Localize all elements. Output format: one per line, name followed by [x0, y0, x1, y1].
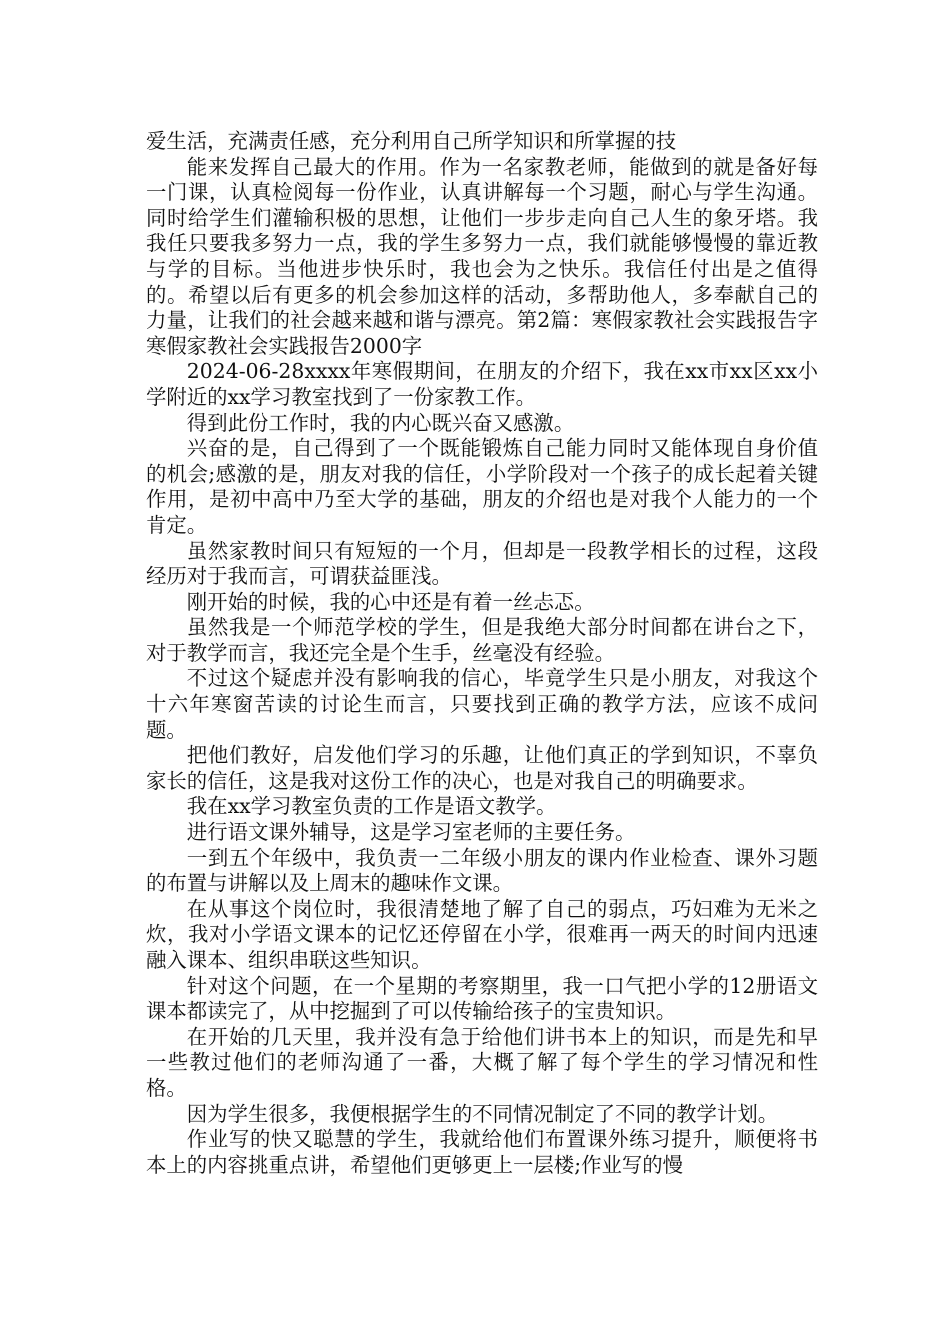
- paragraph: 作业写的快又聪慧的学生，我就给他们布置课外练习提升，顺便将书本上的内容挑重点讲，希望他们更够更上一层楼;作业写的慢: [146, 1127, 818, 1177]
- paragraph: 得到此份工作时，我的内心既兴奋又感激。: [186, 410, 575, 435]
- paragraph: 不过这个疑虑并没有影响我的信心，毕竟学生只是小朋友，对我这个十六年寒窗苦读的讨论生而言，只要找到正确的教学方法，应该不成问题。: [146, 666, 818, 742]
- paragraph: 虽然家教时间只有短短的一个月，但却是一段教学相长的过程，这段经历对于我而言，可谓获益匪浅。: [146, 538, 818, 589]
- paragraph: 在从事这个岗位时，我很清楚地了解了自己的弱点，巧妇难为无米之炊，我对小学语文课本的记忆还停留在小学，很难再一两天的时间内迅速融入课本、组织串联这些知识。: [146, 896, 818, 972]
- paragraph: 针对这个问题，在一个星期的考察期里，我一口气把小学的12册语文课本都读完了，从中挖掘到了可以传输给孩子的宝贵知识。: [146, 973, 818, 1024]
- paragraph: 进行语文课外辅导，这是学习室老师的主要任务。: [186, 820, 636, 845]
- paragraph: 兴奋的是，自己得到了一个既能锻炼自己能力同时又能体现自身价值的机会;感激的是，朋友对我的信任，小学阶段对一个孩子的成长起着关键作用，是初中高中乃至大学的基础，朋友的介绍也是对我个人能力的一个肯定。: [146, 436, 818, 537]
- paragraph: 能来发挥自己最大的作用。作为一名家教老师，能做到的就是备好每一门课，认真检阅每一份作业，认真讲解每一个习题，耐心与学生沟通。同时给学生们灌输积极的思想，让他们一步步走向自己人生的象牙塔。我我任只要我多努力一点，我的学生多努力一点，我们就能够慢慢的靠近教与学的目标。当他进步快乐时，我也会为之快乐。我信任付出是之值得的。希望以后有更多的机会参加这样的活动，多帮助他人，多奉献自己的力量，让我们的社会越来越和谐与漂亮。第2篇：寒假家教社会实践报告字寒假家教社会实践报告2000字: [146, 154, 818, 358]
- paragraph: 爱生活，充满责任感，充分利用自己所学知识和所掌握的技: [146, 129, 677, 153]
- paragraph: 把他们教好，启发他们学习的乐趣，让他们真正的学到知识，不辜负家长的信任，这是我对这份工作的决心，也是对我自己的明确要求。: [146, 743, 818, 793]
- paragraph: 在开始的几天里，我并没有急于给他们讲书本上的知识，而是先和早一些教过他们的老师沟通了一番，大概了解了每个学生的学习情况和性格。: [146, 1024, 818, 1100]
- paragraph: 2024-06-28xxxx年寒假期间，在朋友的介绍下，我在xx市xx区xx小学附近的xx学习教室找到了一份家教工作。: [146, 359, 818, 409]
- paragraph: 一到五个年级中，我负责一二年级小朋友的课内作业检查、课外习题的布置与讲解以及上周末的趣味作文课。: [146, 845, 818, 896]
- paragraph: 虽然我是一个师范学校的学生，但是我绝大部分时间都在讲台之下，对于教学而言，我还完全是个生手，丝毫没有经验。: [146, 615, 818, 665]
- paragraph: 我在xx学习教室负责的工作是语文教学。: [186, 794, 557, 819]
- document-body: [146, 129, 818, 1178]
- paragraph: 刚开始的时候，我的心中还是有着一丝忐忑。: [186, 589, 595, 614]
- paragraph: 因为学生很多，我便根据学生的不同情况制定了不同的教学计划。: [186, 1101, 779, 1126]
